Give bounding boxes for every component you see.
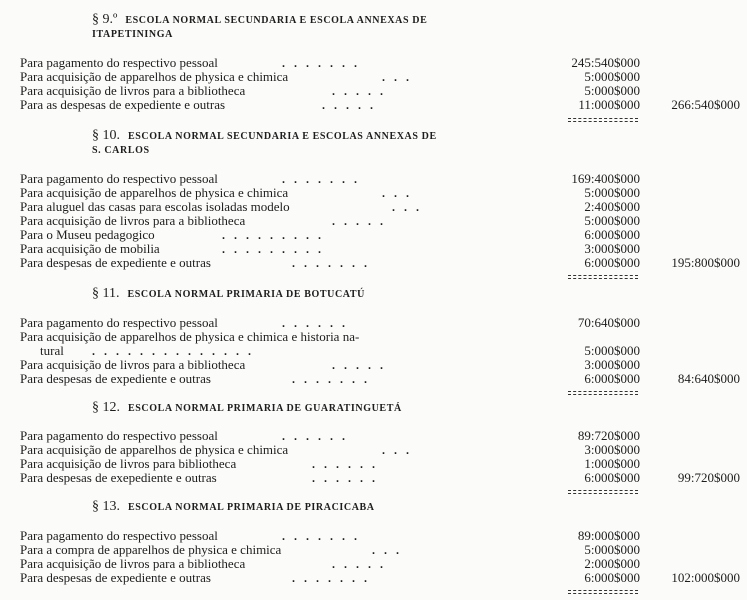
row-label: Para acquisição de livros para a bibliotheca xyxy=(20,213,246,228)
dot-leader: ... xyxy=(372,543,408,557)
dot-leader: ..... xyxy=(332,557,392,571)
row-amount: 89:720$000 xyxy=(577,428,640,443)
dot-leader: ...... xyxy=(282,429,354,443)
section-heading xyxy=(92,128,437,144)
section-number: § 9.º xyxy=(92,12,118,27)
section-title-line: ESCOLA NORMAL PRIMARIA DE GUARATINGUETÁ xyxy=(128,403,402,414)
row-amount: 89:000$000 xyxy=(577,528,640,543)
dot-leader: ...... xyxy=(282,316,354,330)
budget-row xyxy=(20,457,745,471)
dot-leader: ....... xyxy=(292,256,376,270)
section-title-line: ESCOLA NORMAL SECUNDARIA E ESCOLA ANNEXAS DE xyxy=(125,15,428,26)
section-title-line: ESCOLA NORMAL PRIMARIA DE PIRACICABA xyxy=(128,502,375,513)
dot-leader: ......... xyxy=(222,242,330,256)
section-total: 266:540$000 xyxy=(671,97,740,112)
total-rule xyxy=(568,278,638,279)
row-label: Para pagamento do respectivo pessoal xyxy=(20,428,218,443)
row-amount: 6:000$000 xyxy=(584,371,640,386)
total-rule xyxy=(568,394,638,395)
row-amount: 5:000$000 xyxy=(584,213,640,228)
budget-row xyxy=(20,84,745,98)
row-label: Para acquisição de apparelhos de physica e chimica xyxy=(20,442,289,457)
row-amount: 11:000$000 xyxy=(578,97,640,112)
budget-row xyxy=(20,358,745,372)
section-number: § 11. xyxy=(92,286,120,301)
dot-leader: .............. xyxy=(92,344,260,358)
budget-row xyxy=(20,571,745,585)
row-label: Para despesas de expediente e outras xyxy=(20,371,211,386)
budget-row xyxy=(20,172,745,186)
budget-row xyxy=(20,214,745,228)
section-number: § 12. xyxy=(92,400,120,415)
budget-row xyxy=(20,543,745,557)
row-amount: 5:000$000 xyxy=(584,185,640,200)
row-amount: 169:400$000 xyxy=(571,171,640,186)
dot-leader: ... xyxy=(382,70,418,84)
row-amount: 6:000$000 xyxy=(584,470,640,485)
dot-leader: ..... xyxy=(332,84,392,98)
dot-leader: ....... xyxy=(282,172,366,186)
row-amount: 3:000$000 xyxy=(584,442,640,457)
total-rule xyxy=(568,493,638,494)
row-label: Para acquisição de livros para a bibliotheca xyxy=(20,357,246,372)
section-number: § 10. xyxy=(92,128,120,143)
row-label: Para despesas de expediente e outras xyxy=(20,255,211,270)
dot-leader: ... xyxy=(382,186,418,200)
dot-leader: ...... xyxy=(312,471,384,485)
budget-row xyxy=(20,443,745,457)
total-rule xyxy=(568,590,638,591)
budget-row xyxy=(20,56,745,70)
section-title-line: S. CARLOS xyxy=(92,145,150,156)
total-rule xyxy=(568,490,638,491)
budget-row xyxy=(20,316,745,330)
dot-leader: ......... xyxy=(222,228,330,242)
row-label: Para acquisição de mobilia xyxy=(20,241,160,256)
budget-row xyxy=(20,256,745,270)
row-amount: 2:000$000 xyxy=(584,556,640,571)
section-total: 99:720$000 xyxy=(677,470,740,485)
row-label: Para despesas de expediente e outras xyxy=(20,570,211,585)
budget-row xyxy=(20,186,745,200)
budget-row xyxy=(20,344,745,358)
row-label: Para aluguel das casas para escolas isoladas modelo xyxy=(20,199,290,214)
budget-row xyxy=(20,200,745,214)
total-rule xyxy=(568,118,638,119)
section-total: 102:000$000 xyxy=(671,570,740,585)
budget-row xyxy=(20,529,745,543)
section-heading-continuation xyxy=(92,143,150,158)
dot-leader: ..... xyxy=(332,358,392,372)
section-total: 84:640$000 xyxy=(677,371,740,386)
budget-row xyxy=(20,372,745,386)
row-label: Para acquisição de livros para bibliotheca xyxy=(20,456,237,471)
section-heading xyxy=(92,12,427,28)
budget-row xyxy=(20,557,745,571)
row-amount: 1:000$000 xyxy=(584,456,640,471)
row-amount: 5:000$000 xyxy=(584,542,640,557)
row-amount: 5:000$000 xyxy=(584,69,640,84)
budget-row xyxy=(20,228,745,242)
dot-leader: ....... xyxy=(282,56,366,70)
section-number: § 13. xyxy=(92,499,120,514)
row-amount: 2:400$000 xyxy=(584,199,640,214)
row-label: Para pagamento do respectivo pessoal xyxy=(20,315,218,330)
row-label: Para acquisição de apparelhos de physica e chimica e historia na- xyxy=(20,329,360,344)
row-label: Para acquisição de livros para a bibliotheca xyxy=(20,83,246,98)
row-amount: 5:000$000 xyxy=(584,83,640,98)
dot-leader: ... xyxy=(392,200,428,214)
row-amount: 245:540$000 xyxy=(571,55,640,70)
row-label: Para a compra de apparelhos de physica e chimica xyxy=(20,542,282,557)
section-heading-continuation xyxy=(92,27,173,42)
dot-leader: ....... xyxy=(282,529,366,543)
total-rule xyxy=(568,593,638,594)
row-label: Para pagamento do respectivo pessoal xyxy=(20,528,218,543)
section-total: 195:800$000 xyxy=(671,255,740,270)
dot-leader: ....... xyxy=(292,372,376,386)
budget-row xyxy=(20,429,745,443)
section-heading xyxy=(92,400,402,416)
dot-leader: ...... xyxy=(312,457,384,471)
section-title-line: ITAPETININGA xyxy=(92,29,173,40)
row-amount: 70:640$000 xyxy=(577,315,640,330)
row-label: Para acquisição de apparelhos de physica e chimica xyxy=(20,69,289,84)
budget-row xyxy=(20,471,745,485)
budget-row xyxy=(20,98,745,112)
row-amount: 6:000$000 xyxy=(584,255,640,270)
row-amount: 3:000$000 xyxy=(584,241,640,256)
row-label: Para o Museu pedagogico xyxy=(20,227,155,242)
row-label: Para pagamento do respectivo pessoal xyxy=(20,55,218,70)
row-amount: 6:000$000 xyxy=(584,227,640,242)
row-label: Para despesas de exepediente e outras xyxy=(20,470,217,485)
dot-leader: ....... xyxy=(292,571,376,585)
row-amount: 5:000$000 xyxy=(584,343,640,358)
row-label: Para acquisição de livros para a bibliotheca xyxy=(20,556,246,571)
dot-leader: ... xyxy=(382,443,418,457)
dot-leader: ..... xyxy=(322,98,382,112)
budget-row xyxy=(20,242,745,256)
total-rule xyxy=(568,275,638,276)
row-label: Para as despesas de expediente e outras xyxy=(20,97,226,112)
budget-row xyxy=(20,70,745,84)
row-amount: 3:000$000 xyxy=(584,357,640,372)
row-amount: 6:000$000 xyxy=(584,570,640,585)
section-heading xyxy=(92,286,365,302)
row-label: Para pagamento do respectivo pessoal xyxy=(20,171,218,186)
budget-row xyxy=(20,330,745,344)
section-title-line: ESCOLA NORMAL SECUNDARIA E ESCOLAS ANNEXAS DE xyxy=(128,131,437,142)
total-rule xyxy=(568,391,638,392)
section-title-line: ESCOLA NORMAL PRIMARIA DE BOTUCATÚ xyxy=(127,289,365,300)
section-heading xyxy=(92,499,375,515)
row-label: tural xyxy=(40,343,64,358)
total-rule xyxy=(568,121,638,122)
row-label: Para acquisição de apparelhos de physica e chimica xyxy=(20,185,289,200)
dot-leader: ..... xyxy=(332,214,392,228)
